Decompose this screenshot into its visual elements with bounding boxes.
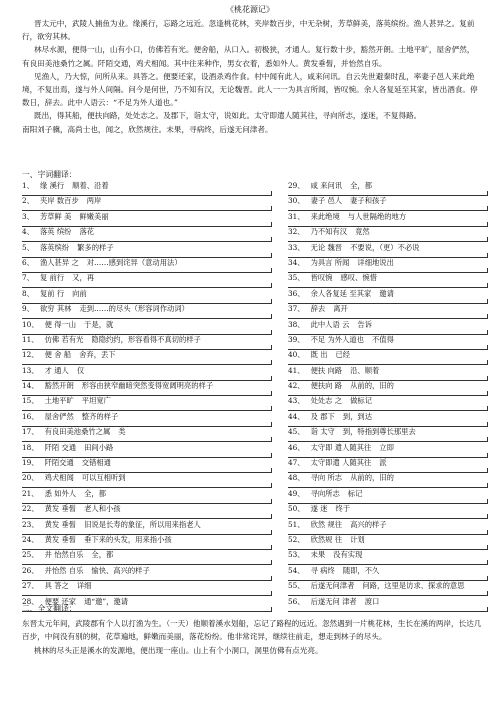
vocab-number: 12、	[22, 350, 39, 360]
vocab-item	[288, 258, 488, 273]
vocab-number: 10、	[22, 319, 39, 329]
vocab-word: 太守即遣 人随其往	[310, 458, 372, 468]
vocab-number: 5、	[22, 242, 34, 252]
vocab-number: 14、	[22, 381, 39, 391]
vocab-word: 渔人甚异 之	[39, 257, 79, 267]
vocab-number: 37、	[288, 304, 305, 314]
vocab-meaning: 随即，不久	[342, 565, 380, 575]
section-heading-vocab: 一、字词翻译：	[22, 170, 77, 179]
translation-paragraph-1: 东晋太元年间，武陵郡有个人以打渔为生。（一天）他顺着溪水划船，忘记了路程的远近。忽然遇到一片桃花林，生长在溪的两岸，长达几百步，中间没有别的树，花草遍地，鲜嫩而美丽，落花纷纷。他非常诧异，继续往前走，想走到林子的尽头。	[22, 619, 482, 642]
vocab-word: 处处志 之	[310, 396, 343, 406]
vocab-number: 29、	[288, 181, 305, 190]
vocab-meaning: 全，都	[84, 488, 106, 498]
vocab-number: 51、	[288, 519, 305, 529]
answer-box	[288, 453, 488, 458]
answer-box	[22, 330, 272, 335]
answer-box	[22, 391, 272, 396]
vocab-meaning: 繁多的样子	[77, 242, 114, 252]
answer-box	[22, 283, 272, 288]
vocab-number: 21、	[22, 488, 39, 498]
vocab-word: 咸 来问讯	[310, 181, 343, 190]
vocab-meaning: 从前的，旧的	[350, 381, 394, 391]
vocab-item	[22, 273, 272, 288]
vocab-number: 33、	[288, 242, 305, 252]
vocab-item	[288, 504, 488, 519]
answer-box	[22, 560, 272, 565]
vocab-number: 44、	[288, 411, 305, 421]
vocab-meaning: 邀请	[379, 288, 394, 298]
vocab-word: 落英缤纷	[39, 242, 70, 252]
vocab-meaning: 旧说是长寿的象征，所以用来指老人	[84, 519, 201, 529]
answer-box	[288, 545, 488, 550]
vocab-item	[22, 181, 272, 196]
answer-box	[22, 253, 272, 258]
answer-box	[288, 268, 488, 273]
vocab-item	[22, 350, 272, 365]
vocab-number: 7、	[22, 273, 34, 283]
vocab-number: 22、	[22, 504, 39, 514]
vocab-item	[22, 335, 272, 350]
vocab-word: 无论 魏晋	[310, 242, 343, 252]
answer-box	[22, 222, 272, 227]
vocab-meaning: 类	[118, 427, 126, 437]
answer-box	[288, 206, 488, 211]
vocab-number: 31、	[288, 211, 305, 221]
vocab-word: 具 答之	[44, 581, 69, 591]
vocab-column-right	[288, 181, 488, 612]
vocab-number: 18、	[22, 442, 39, 452]
vocab-word: 未果	[310, 550, 326, 560]
vocab-meaning: 告诉	[357, 319, 372, 329]
answer-box	[288, 222, 488, 227]
answer-box	[22, 206, 272, 211]
vocab-item	[288, 535, 488, 550]
vocab-meaning: 派	[379, 458, 387, 468]
vocab-word: 欣然规 往	[310, 534, 343, 544]
vocab-meaning: 平坦宽广	[81, 396, 111, 406]
vocab-word: 豁然开朗	[44, 381, 74, 391]
vocab-number: 32、	[288, 227, 305, 237]
vocab-meaning: 妻子和孩子	[350, 196, 387, 206]
vocab-word: 黄发 垂髫	[44, 504, 77, 514]
vocab-word: 仿佛 若有光	[44, 334, 84, 344]
vocab-item	[22, 581, 272, 596]
vocab-meaning: 又，再	[72, 273, 95, 283]
vocab-item	[288, 396, 488, 411]
vocab-word: 阡陌交通	[44, 458, 74, 468]
vocab-meaning: 详细	[76, 581, 92, 591]
vocab-word: 妻子 邑人	[310, 196, 343, 206]
vocab-meaning: 已经	[335, 350, 351, 360]
vocab-meaning: 做标记	[350, 396, 372, 406]
vocab-item	[22, 304, 272, 319]
vocab-meaning: 到，特指到尊长那里去	[342, 427, 416, 437]
vocab-word: 复前 行	[39, 288, 65, 298]
answer-box	[22, 299, 272, 304]
vocab-meaning: 两岸	[86, 196, 102, 206]
vocab-item	[22, 243, 272, 258]
answer-box	[288, 607, 488, 612]
vocab-word: 后遂无问津者	[310, 581, 355, 591]
vocab-meaning: 走到……的尽头（形容词作动词）	[79, 304, 189, 314]
vocab-meaning: 老人和小孩	[84, 504, 121, 514]
vocab-meaning: 立即	[379, 442, 394, 452]
vocab-word: 寻向 所志	[310, 473, 343, 483]
vocab-word: 落英 缤纷	[39, 227, 72, 237]
vocab-meaning: 田间小路	[84, 442, 114, 452]
vocab-item	[288, 458, 488, 473]
vocab-number: 52、	[288, 534, 305, 544]
vocab-word: 欣然 规往	[310, 519, 343, 529]
vocab-meaning: 竟然	[355, 227, 370, 237]
vocab-meaning: 不要说，（更）不必说	[350, 242, 420, 252]
vocab-number: 56、	[288, 596, 305, 606]
answer-box	[288, 314, 488, 319]
vocab-number: 13、	[22, 365, 39, 375]
vocab-number: 23、	[22, 519, 39, 529]
vocab-number: 53、	[288, 550, 305, 560]
vocab-word: 此中人语 云	[310, 319, 350, 329]
vocab-item	[288, 566, 488, 581]
answer-box	[22, 314, 272, 319]
vocab-word: 土地平旷	[44, 396, 74, 406]
answer-box	[22, 437, 272, 442]
vocab-word: 阡陌 交通	[44, 442, 77, 452]
answer-box	[22, 406, 272, 411]
vocab-meaning: 整齐的样子	[81, 411, 119, 421]
answer-box	[288, 253, 488, 258]
vocab-meaning: 落花	[79, 227, 95, 237]
vocab-meaning: 渡口	[364, 596, 380, 606]
answer-box	[288, 406, 488, 411]
vocab-word: 便扶 向路	[310, 365, 343, 375]
vocab-word: 便扶向 路	[310, 381, 343, 391]
answer-box	[22, 237, 272, 242]
vocab-number: 30、	[288, 196, 305, 206]
vocab-item	[288, 427, 488, 442]
vocab-number: 34、	[288, 257, 305, 267]
vocab-meaning: 隐隐约约，形容看得不真切的样子	[91, 334, 201, 344]
vocab-item	[288, 366, 488, 381]
answer-box	[288, 191, 488, 196]
vocab-meaning: 没有实现	[333, 550, 363, 560]
answer-box	[288, 514, 488, 519]
vocab-item	[288, 304, 488, 319]
vocab-word: 乃不知有汉	[310, 227, 348, 237]
vocab-number: 25、	[22, 550, 39, 560]
vocab-word: 不足 为外人道也	[310, 334, 364, 344]
vocab-meaning: 标记	[347, 488, 363, 498]
vocab-word: 欲穷 其林	[39, 304, 72, 314]
vocab-number: 54、	[288, 565, 305, 575]
translation-text	[22, 617, 484, 657]
vocab-word: 便 得一山	[44, 319, 77, 329]
document-title: 《桃花源记》	[226, 5, 274, 14]
vocab-meaning: 全，都	[350, 181, 372, 190]
vocab-item	[22, 396, 272, 411]
vocab-item	[22, 458, 272, 473]
answer-box	[288, 437, 488, 442]
vocab-meaning: 形容由狭窄幽暗突然变得宽阔明亮的样子	[81, 381, 214, 391]
vocab-item	[22, 443, 272, 458]
vocab-item	[288, 289, 488, 304]
vocab-meaning: 详细地说出	[357, 257, 394, 267]
vocab-item	[22, 427, 272, 442]
vocab-item	[22, 504, 272, 519]
vocab-number: 6、	[22, 257, 34, 267]
vocab-word: 便 舍 船	[44, 350, 72, 360]
answer-box	[288, 468, 488, 473]
vocab-number: 15、	[22, 396, 39, 406]
answer-box	[288, 391, 488, 396]
vocab-item	[288, 227, 488, 242]
vocab-item	[22, 366, 272, 381]
vocab-word: 寻 病终	[310, 565, 335, 575]
vocab-number: 8、	[22, 288, 34, 298]
vocab-number: 45、	[288, 427, 305, 437]
vocab-item	[288, 443, 488, 458]
vocab-word: 及 郡下	[310, 411, 335, 421]
vocab-word: 诣 太守	[310, 427, 335, 437]
vocab-meaning: 沿、顺着	[350, 365, 380, 375]
vocab-item	[288, 181, 488, 196]
vocab-word: 复 前行	[39, 273, 65, 283]
vocab-word: 太守即 遣人随其往	[310, 442, 372, 452]
vocab-word: 鸡犬相闻	[44, 473, 74, 483]
vocab-item	[288, 243, 488, 258]
original-paragraph-1: 晋太元中，武陵人捕鱼为业。缘溪行，忘路之远近。忽逢桃花林，夹岸数百步，中无杂树，芳草鲜美，落英缤纷。渔人甚异之。复前行，欲穷其林。	[22, 19, 475, 42]
vocab-item	[22, 473, 272, 488]
vocab-word: 黄发 垂髫	[44, 534, 77, 544]
vocab-item	[22, 535, 272, 550]
answer-box	[288, 560, 488, 565]
vocab-meaning: 与人世隔绝的地方	[347, 211, 407, 221]
vocab-item	[288, 196, 488, 211]
answer-box	[22, 360, 272, 365]
vocab-number: 48、	[288, 473, 305, 483]
answer-box	[288, 376, 488, 381]
vocab-word: 遂 迷	[310, 504, 328, 514]
vocab-item	[22, 520, 272, 535]
vocab-meaning: 可以互相听到	[81, 473, 126, 483]
vocab-number: 40、	[288, 350, 305, 360]
vocab-meaning: 愉快、高兴的样子	[91, 565, 150, 575]
vocab-number: 43、	[288, 396, 305, 406]
vocab-word: 才 通人	[44, 365, 69, 375]
vocab-item	[288, 335, 488, 350]
vocab-word: 芳草鲜 美	[39, 211, 72, 221]
translation-paragraph-2: 桃林的尽头正是溪水的发源地，便出现一座山。山上有个小洞口，洞里仿佛有点光亮。	[34, 645, 323, 655]
original-paragraph-5: 南阳刘子骥，高尚士也，闻之，欣然规往。未果，寻病终，后遂无问津者。	[22, 124, 273, 134]
answer-box	[22, 530, 272, 535]
vocab-item	[288, 581, 488, 596]
vocab-meaning: 对……感到诧异（意动用法）	[86, 257, 182, 267]
vocab-word: 既 出	[310, 350, 328, 360]
answer-box	[22, 576, 272, 581]
vocab-meaning: 仅	[76, 365, 85, 375]
answer-box	[288, 422, 488, 427]
vocab-number: 35、	[288, 273, 305, 283]
answer-box	[288, 330, 488, 335]
vocab-number: 19、	[22, 458, 39, 468]
vocab-word: 来此绝境	[310, 211, 340, 221]
answer-box	[22, 345, 272, 350]
vocab-word: 便要 还家	[44, 596, 77, 606]
vocab-item	[22, 550, 272, 565]
vocab-item	[288, 550, 488, 565]
vocab-word: 有良田美池桑竹之属	[44, 427, 111, 437]
vocab-item	[22, 381, 272, 396]
vocab-meaning: 通“邀”，邀请	[84, 596, 129, 606]
vocab-item	[288, 597, 488, 612]
vocab-number: 20、	[22, 473, 39, 483]
answer-box	[22, 499, 272, 504]
vocab-item	[288, 381, 488, 396]
vocab-item	[22, 258, 272, 273]
vocab-number: 17、	[22, 427, 39, 437]
vocab-item	[22, 289, 272, 304]
vocab-item	[288, 320, 488, 335]
vocab-number: 47、	[288, 458, 305, 468]
answer-box	[288, 299, 488, 304]
vocab-number: 50、	[288, 504, 305, 514]
vocab-word: 寻向所志	[310, 488, 340, 498]
vocab-meaning: 顺着、沿着	[72, 181, 109, 190]
vocab-number: 38、	[288, 319, 305, 329]
vocab-meaning: 全，都	[91, 550, 114, 560]
answer-box	[288, 576, 488, 581]
answer-box	[288, 283, 488, 288]
vocab-meaning: 离开	[333, 304, 348, 314]
vocab-item	[22, 566, 272, 581]
vocab-number: 41、	[288, 365, 305, 375]
answer-box	[288, 345, 488, 350]
answer-box	[288, 591, 488, 596]
answer-box	[22, 422, 272, 427]
vocab-item	[288, 412, 488, 427]
vocab-word: 夹岸 数百步	[39, 196, 79, 206]
vocab-item	[288, 273, 488, 288]
vocab-number: 39、	[288, 334, 305, 344]
vocab-word: 黄发 垂髫	[44, 519, 77, 529]
vocab-number: 11、	[22, 334, 39, 344]
vocab-word: 缘 溪行	[39, 181, 65, 190]
vocab-meaning: 感叹、惋惜	[340, 273, 377, 283]
vocab-meaning: 从前的，旧的	[350, 473, 394, 483]
vocab-number: 46、	[288, 442, 305, 452]
answer-box	[22, 453, 272, 458]
vocab-item	[288, 473, 488, 488]
vocab-word: 并 怡然自乐	[44, 550, 84, 560]
vocab-item	[22, 196, 272, 211]
vocab-word: 屋舍俨然	[44, 411, 74, 421]
vocab-meaning: 高兴的样子	[350, 519, 387, 529]
answer-box	[22, 376, 272, 381]
vocab-number: 55、	[288, 581, 305, 591]
vocab-word: 后遂无问 津者	[310, 596, 357, 606]
vocab-item	[22, 212, 272, 227]
vocab-meaning: 舍弃，丢下	[79, 350, 116, 360]
answer-box	[288, 360, 488, 365]
vocab-word: 并怡然 自乐	[44, 565, 84, 575]
vocab-number: 3、	[22, 211, 34, 221]
answer-box	[288, 237, 488, 242]
vocab-meaning: 到，到达	[342, 411, 372, 421]
answer-box	[22, 268, 272, 273]
answer-box	[22, 514, 272, 519]
vocab-item	[22, 489, 272, 504]
vocab-word: 为具言 所闻	[310, 257, 350, 267]
vocab-meaning: 鲜嫩美丽	[79, 211, 109, 221]
vocab-item	[288, 520, 488, 535]
vocab-meaning: 向前	[72, 288, 87, 298]
vocab-number: 9、	[22, 304, 34, 314]
vocab-meaning: 于是，就	[84, 319, 114, 329]
answer-box	[22, 545, 272, 550]
vocab-meaning: 计划	[350, 534, 365, 544]
vocab-number: 2、	[22, 196, 34, 206]
answer-box	[288, 483, 488, 488]
vocab-number: 4、	[22, 227, 34, 237]
original-paragraph-3: 见渔人，乃大惊，问所从来。具答之。便要还家，设酒杀鸡作食。村中闻有此人，咸来问讯。自云先世避秦时乱，率妻子邑人来此绝境，不复出焉，遂与外人间隔。问今是何世，乃不知有汉，无论魏晋。此人一一为具言所闻，皆叹惋。余人各复延至其家，皆出酒食。停数日，辞去。此中人语云：“不足为外人道也。”	[22, 71, 478, 108]
section-heading-translation: 二、全文翻译：	[22, 604, 77, 613]
vocab-number: 49、	[288, 488, 305, 498]
vocab-meaning: 垂下来的头发，用来指小孩	[84, 534, 172, 544]
original-text	[22, 17, 482, 136]
original-paragraph-4: 既出，得其船，便扶向路，处处志之。及郡下，诣太守，说如此。太守即遣人随其往，寻向所志，遂迷，不复得路。	[34, 111, 422, 121]
vocab-column-left	[22, 181, 272, 612]
vocab-number: 27、	[22, 581, 39, 591]
vocab-word: 悉 如外人	[44, 488, 77, 498]
vocab-number: 28、	[22, 596, 39, 606]
vocab-meaning: 交错相通	[81, 458, 111, 468]
vocab-word: 皆叹惋	[310, 273, 333, 283]
vocab-word: 辞去	[310, 304, 326, 314]
vocab-item	[22, 412, 272, 427]
vocab-meaning: 终于	[335, 504, 351, 514]
vocab-item	[288, 212, 488, 227]
vocab-item	[22, 320, 272, 335]
original-paragraph-2: 林尽水源，便得一山，山有小口，仿佛若有光。便舍船，从口入。初极狭，才通人。复行数十步，豁然开朗。土地平旷，屋舍俨然，有良田美池桑竹之属。阡陌交通，鸡犬相闻。其中往来种作，男女衣着，悉如外人。黄发垂髫，并怡然自乐。	[22, 45, 475, 68]
vocab-item	[22, 227, 272, 242]
answer-box	[288, 499, 488, 504]
vocab-number: 24、	[22, 534, 39, 544]
answer-box	[288, 530, 488, 535]
vocab-number: 1、	[22, 181, 34, 190]
vocab-meaning: 问路，这里是访求、探求的意思	[362, 581, 465, 591]
vocab-number: 36、	[288, 288, 305, 298]
answer-box	[22, 483, 272, 488]
vocab-item	[288, 489, 488, 504]
vocab-word: 余人各复延 至其家	[310, 288, 372, 298]
vocab-number: 26、	[22, 565, 39, 575]
vocab-item	[288, 350, 488, 365]
answer-box	[22, 468, 272, 473]
vocab-meaning: 不值得	[372, 334, 394, 344]
answer-box	[22, 191, 272, 196]
answer-box	[22, 591, 272, 596]
vocab-number: 42、	[288, 381, 305, 391]
vocab-number: 16、	[22, 411, 39, 421]
